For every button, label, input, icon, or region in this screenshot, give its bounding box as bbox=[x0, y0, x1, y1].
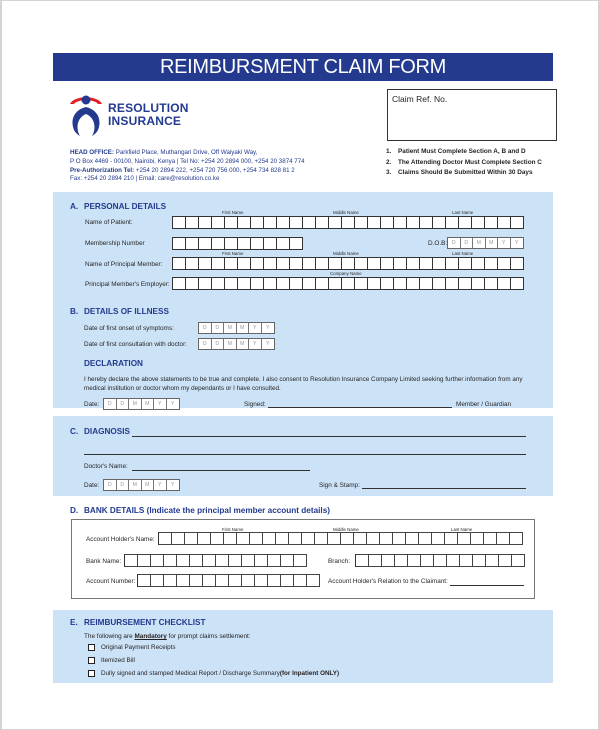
char-box[interactable] bbox=[264, 277, 277, 290]
char-box[interactable] bbox=[499, 554, 512, 567]
name-of-patient-input[interactable] bbox=[172, 216, 524, 229]
char-box[interactable] bbox=[199, 257, 212, 270]
first-name-caption: First Name bbox=[222, 210, 244, 215]
char-box[interactable] bbox=[151, 554, 164, 567]
char-box[interactable] bbox=[446, 277, 459, 290]
employer-input[interactable] bbox=[172, 277, 524, 290]
last-name-caption: Last Name bbox=[452, 251, 474, 256]
account-number-label: Account Number: bbox=[86, 578, 136, 585]
char-box[interactable] bbox=[277, 237, 290, 250]
date-digit-box[interactable]: D bbox=[461, 238, 474, 248]
first-name-caption: First Name bbox=[222, 527, 244, 532]
principal-member-label: Name of Principal Member: bbox=[85, 261, 163, 268]
account-holder-label: Account Holder's Name: bbox=[86, 536, 155, 543]
section-title: DETAILS OF ILLNESS bbox=[84, 307, 169, 316]
date-digit-box[interactable]: Y bbox=[266, 325, 270, 331]
sign-stamp-line[interactable] bbox=[362, 488, 526, 489]
char-box[interactable] bbox=[329, 277, 342, 290]
char-box[interactable] bbox=[316, 277, 329, 290]
char-box[interactable] bbox=[408, 554, 421, 567]
char-box[interactable] bbox=[342, 216, 355, 229]
char-box[interactable] bbox=[277, 257, 290, 270]
date-digit-box[interactable]: M bbox=[224, 339, 237, 349]
instructions-list bbox=[386, 147, 542, 179]
section-title: REIMBURSEMENT CHECKLIST bbox=[84, 618, 206, 627]
char-box[interactable] bbox=[380, 532, 393, 545]
char-box[interactable] bbox=[511, 216, 524, 229]
char-box[interactable] bbox=[216, 554, 229, 567]
intro-post: for prompt claims settlement: bbox=[166, 633, 251, 640]
consultation-date-input[interactable] bbox=[198, 338, 275, 350]
resolution-logo-icon bbox=[68, 92, 104, 136]
char-box[interactable] bbox=[190, 574, 203, 587]
char-box[interactable] bbox=[173, 257, 186, 270]
char-box[interactable] bbox=[355, 216, 368, 229]
char-box[interactable] bbox=[186, 237, 199, 250]
char-box[interactable] bbox=[225, 216, 238, 229]
relation-label: Account Holder's Relation to the Claimant: bbox=[328, 578, 448, 585]
char-box[interactable] bbox=[255, 554, 268, 567]
brand-line-1: RESOLUTION bbox=[108, 101, 189, 115]
dob-label: D.O.B: bbox=[428, 240, 448, 247]
char-box[interactable] bbox=[159, 532, 172, 545]
declaration-text: I hereby declare the above statements to be true and complete. I also consent to Resolution Insurance Company Limited seeking further information from any medical institution or doctor whom my dependants or I have consulted. bbox=[84, 376, 523, 392]
brand-line-2: INSURANCE bbox=[108, 114, 182, 128]
char-box[interactable] bbox=[203, 574, 216, 587]
date-digit-box[interactable]: D bbox=[199, 323, 212, 333]
signed-label: Signed: bbox=[244, 401, 266, 408]
date-digit-box[interactable]: M bbox=[237, 339, 250, 349]
char-box[interactable] bbox=[290, 277, 303, 290]
declaration-date-input[interactable] bbox=[103, 398, 180, 410]
instruction-item bbox=[386, 147, 542, 158]
char-box[interactable] bbox=[368, 277, 381, 290]
char-box[interactable] bbox=[432, 532, 445, 545]
char-box[interactable] bbox=[458, 532, 471, 545]
middle-name-caption: Middle Name bbox=[333, 251, 359, 256]
char-box[interactable] bbox=[394, 277, 407, 290]
char-box[interactable] bbox=[203, 554, 216, 567]
date-digit-box[interactable]: D bbox=[117, 480, 130, 490]
brand-name bbox=[108, 102, 189, 128]
date-digit-box[interactable]: D bbox=[117, 399, 130, 409]
section-letter: C. bbox=[70, 427, 79, 436]
char-box[interactable] bbox=[225, 257, 238, 270]
char-box[interactable] bbox=[251, 257, 264, 270]
char-box[interactable] bbox=[368, 216, 381, 229]
char-box[interactable] bbox=[225, 277, 238, 290]
checklist-item-label: Original Payment Receipts bbox=[101, 644, 176, 651]
char-box[interactable] bbox=[138, 574, 151, 587]
char-box[interactable] bbox=[434, 554, 447, 567]
checklist-intro bbox=[84, 633, 251, 640]
name-of-patient-label: Name of Patient: bbox=[85, 219, 133, 226]
char-box[interactable] bbox=[342, 277, 355, 290]
char-box[interactable] bbox=[302, 532, 315, 545]
char-box[interactable] bbox=[420, 216, 433, 229]
char-box[interactable] bbox=[251, 216, 264, 229]
middle-name-caption: Middle Name bbox=[333, 210, 359, 215]
membership-number-input[interactable] bbox=[172, 237, 303, 250]
char-box[interactable] bbox=[446, 257, 459, 270]
char-box[interactable] bbox=[216, 574, 229, 587]
char-box[interactable] bbox=[473, 554, 486, 567]
char-box[interactable] bbox=[354, 532, 367, 545]
diagnosis-date-input[interactable] bbox=[103, 479, 180, 491]
date-digit-box[interactable]: M bbox=[486, 238, 499, 248]
section-letter: B. bbox=[70, 307, 79, 316]
char-box[interactable] bbox=[485, 277, 498, 290]
instruction-num: 3. bbox=[386, 169, 392, 176]
instruction-text: Claims Should Be Submitted Within 30 Days bbox=[398, 169, 533, 176]
char-box[interactable] bbox=[264, 237, 277, 250]
checklist-item bbox=[88, 670, 339, 677]
char-box[interactable] bbox=[185, 532, 198, 545]
char-box[interactable] bbox=[212, 257, 225, 270]
principal-member-input[interactable] bbox=[172, 257, 524, 270]
char-box[interactable] bbox=[238, 257, 251, 270]
account-number-input[interactable] bbox=[137, 574, 320, 587]
company-name-caption: Company Name bbox=[330, 271, 362, 276]
char-box[interactable] bbox=[268, 554, 281, 567]
char-box[interactable] bbox=[303, 216, 316, 229]
char-box[interactable] bbox=[328, 532, 341, 545]
form-title: REIMBURSMENT CLAIM FORM bbox=[53, 53, 553, 81]
char-box[interactable] bbox=[381, 216, 394, 229]
date-digit-box[interactable]: D bbox=[212, 323, 225, 333]
signature-line[interactable] bbox=[268, 407, 452, 408]
relation-line[interactable] bbox=[450, 585, 524, 586]
char-box[interactable] bbox=[177, 574, 190, 587]
char-box[interactable] bbox=[264, 216, 277, 229]
section-title: BANK DETAILS (Indicate the principal member account details) bbox=[84, 506, 330, 515]
char-box[interactable] bbox=[512, 554, 525, 567]
char-box[interactable] bbox=[446, 216, 459, 229]
char-box[interactable] bbox=[381, 277, 394, 290]
branch-label: Branch: bbox=[328, 558, 351, 565]
date-digit-box[interactable]: Y bbox=[515, 240, 519, 246]
char-box[interactable] bbox=[251, 237, 264, 250]
date-digit-box[interactable]: Y bbox=[498, 238, 511, 248]
char-box[interactable] bbox=[225, 237, 238, 250]
char-box[interactable] bbox=[394, 216, 407, 229]
char-box[interactable] bbox=[277, 216, 290, 229]
date-digit-box[interactable]: Y bbox=[154, 399, 167, 409]
char-box[interactable] bbox=[407, 257, 420, 270]
char-box[interactable] bbox=[315, 532, 328, 545]
char-box[interactable] bbox=[420, 277, 433, 290]
char-box[interactable] bbox=[511, 277, 524, 290]
char-box[interactable] bbox=[294, 574, 307, 587]
po-box-line: P O Box 4469 - 00100, Nairobi, Kenya | Tel No: +254 20 2894 000, +254 20 3874 774 bbox=[70, 157, 305, 165]
head-office-label: HEAD OFFICE: bbox=[70, 149, 114, 156]
date-digit-box[interactable]: M bbox=[473, 238, 486, 248]
char-box[interactable] bbox=[242, 554, 255, 567]
char-box[interactable] bbox=[186, 257, 199, 270]
instruction-item bbox=[386, 168, 542, 179]
last-name-caption: Last Name bbox=[451, 527, 473, 532]
checklist-item-label: Dully signed and stamped Medical Report / Discharge Summary bbox=[101, 670, 280, 677]
char-box[interactable] bbox=[251, 277, 264, 290]
middle-name-caption: Middle Name bbox=[333, 527, 359, 532]
char-box[interactable] bbox=[212, 216, 225, 229]
char-box[interactable] bbox=[238, 216, 251, 229]
char-box[interactable] bbox=[382, 554, 395, 567]
section-title: DIAGNOSIS bbox=[84, 427, 130, 436]
checklist-item bbox=[88, 657, 135, 664]
char-box[interactable] bbox=[303, 257, 316, 270]
char-box[interactable] bbox=[281, 574, 294, 587]
date-digit-box[interactable]: M bbox=[129, 399, 142, 409]
doctor-name-line[interactable] bbox=[132, 470, 310, 471]
char-box[interactable] bbox=[484, 532, 497, 545]
employer-label: Principal Member's Employer: bbox=[85, 281, 170, 288]
char-box[interactable] bbox=[164, 554, 177, 567]
char-box[interactable] bbox=[485, 216, 498, 229]
char-box[interactable] bbox=[445, 532, 458, 545]
char-box[interactable] bbox=[459, 216, 472, 229]
char-box[interactable] bbox=[367, 532, 380, 545]
bank-name-label: Bank Name: bbox=[86, 558, 122, 565]
char-box[interactable] bbox=[433, 216, 446, 229]
char-box[interactable] bbox=[276, 532, 289, 545]
char-box[interactable] bbox=[485, 257, 498, 270]
char-box[interactable] bbox=[151, 574, 164, 587]
char-box[interactable] bbox=[433, 257, 446, 270]
char-box[interactable] bbox=[290, 257, 303, 270]
char-box[interactable] bbox=[190, 554, 203, 567]
char-box[interactable] bbox=[406, 532, 419, 545]
char-box[interactable] bbox=[303, 277, 316, 290]
preauth-line bbox=[70, 167, 305, 176]
char-box[interactable] bbox=[486, 554, 499, 567]
head-office-address: Parkfield Place, Muthangari Drive, Off Waiyaki Way, bbox=[114, 149, 258, 156]
char-box[interactable] bbox=[407, 216, 420, 229]
section-letter: A. bbox=[70, 202, 79, 211]
char-box[interactable] bbox=[198, 532, 211, 545]
checklist-item-note: (for Inpatient ONLY) bbox=[279, 670, 340, 677]
onset-label: Date of first onset of symptoms: bbox=[84, 325, 174, 332]
date-digit-box[interactable]: M bbox=[237, 323, 250, 333]
instruction-text: The Attending Doctor Must Complete Section C bbox=[398, 158, 542, 166]
member-guardian-label: Member / Guardian bbox=[456, 401, 512, 408]
char-box[interactable] bbox=[329, 216, 342, 229]
char-box[interactable] bbox=[341, 532, 354, 545]
char-box[interactable] bbox=[172, 532, 185, 545]
char-box[interactable] bbox=[125, 554, 138, 567]
section-letter: D. bbox=[70, 506, 79, 515]
preauth-label: Pre-Authorization Tel: bbox=[70, 166, 135, 174]
char-box[interactable] bbox=[316, 216, 329, 229]
date-digit-box[interactable]: D bbox=[448, 238, 461, 248]
char-box[interactable] bbox=[238, 277, 251, 290]
onset-date-input[interactable] bbox=[198, 322, 275, 334]
date-digit-box[interactable]: D bbox=[104, 480, 117, 490]
date-digit-box[interactable]: D bbox=[212, 339, 225, 349]
instruction-num: 2. bbox=[386, 158, 392, 166]
char-box[interactable] bbox=[511, 257, 524, 270]
section-d-heading bbox=[70, 506, 330, 515]
char-box[interactable] bbox=[368, 257, 381, 270]
diagnosis-date-label: Date: bbox=[84, 482, 100, 489]
section-e-heading bbox=[70, 618, 205, 627]
char-box[interactable] bbox=[407, 277, 420, 290]
preauth-numbers: +254 20 2894 222, +254 720 756 000, +254 734 828 81 2 bbox=[134, 166, 295, 174]
date-digit-box[interactable]: M bbox=[129, 480, 142, 490]
first-name-caption: First Name bbox=[222, 251, 244, 256]
char-box[interactable] bbox=[250, 532, 263, 545]
mandatory-emphasis: Mandatory bbox=[134, 633, 167, 640]
section-a-heading bbox=[70, 202, 166, 211]
section-letter: E. bbox=[70, 618, 78, 627]
dob-input[interactable] bbox=[447, 237, 524, 249]
claim-ref-field[interactable] bbox=[387, 89, 557, 141]
sign-stamp-label: Sign & Stamp: bbox=[319, 482, 360, 489]
char-box[interactable] bbox=[277, 277, 290, 290]
char-box[interactable] bbox=[356, 554, 369, 567]
char-box[interactable] bbox=[173, 237, 186, 250]
char-box[interactable] bbox=[199, 237, 212, 250]
char-box[interactable] bbox=[471, 532, 484, 545]
membership-number-label: Membership Number bbox=[85, 240, 145, 247]
char-box[interactable] bbox=[263, 532, 276, 545]
char-box[interactable] bbox=[199, 216, 212, 229]
date-digit-box[interactable]: Y bbox=[171, 401, 175, 407]
char-box[interactable] bbox=[342, 257, 355, 270]
char-box[interactable] bbox=[255, 574, 268, 587]
date-digit-box[interactable]: M bbox=[142, 399, 155, 409]
char-box[interactable] bbox=[237, 532, 250, 545]
char-box[interactable] bbox=[173, 277, 186, 290]
section-b-heading bbox=[70, 307, 169, 316]
date-digit-box[interactable]: Y bbox=[154, 480, 167, 490]
char-box[interactable] bbox=[186, 216, 199, 229]
char-box[interactable] bbox=[394, 257, 407, 270]
instruction-text: Patient Must Complete Section A, B and D bbox=[398, 148, 526, 155]
char-box[interactable] bbox=[498, 277, 511, 290]
date-digit-box[interactable]: D bbox=[199, 339, 212, 349]
char-box[interactable] bbox=[242, 574, 255, 587]
char-box[interactable] bbox=[355, 277, 368, 290]
char-box[interactable] bbox=[510, 532, 523, 545]
diagnosis-line-2[interactable] bbox=[84, 454, 526, 455]
char-box[interactable] bbox=[138, 554, 151, 567]
char-box[interactable] bbox=[186, 277, 199, 290]
date-digit-box[interactable]: Y bbox=[249, 339, 262, 349]
char-box[interactable] bbox=[289, 532, 302, 545]
char-box[interactable] bbox=[238, 237, 251, 250]
char-box[interactable] bbox=[355, 257, 368, 270]
contact-info bbox=[70, 149, 305, 184]
char-box[interactable] bbox=[381, 257, 394, 270]
char-box[interactable] bbox=[199, 277, 212, 290]
date-digit-box[interactable]: Y bbox=[266, 341, 270, 347]
checkbox[interactable] bbox=[88, 644, 95, 651]
checkbox[interactable] bbox=[88, 670, 95, 677]
date-digit-box[interactable]: M bbox=[224, 323, 237, 333]
char-box[interactable] bbox=[316, 257, 329, 270]
declaration-heading: DECLARATION bbox=[84, 359, 143, 368]
date-digit-box[interactable]: Y bbox=[171, 482, 175, 488]
char-box[interactable] bbox=[164, 574, 177, 587]
checkbox[interactable] bbox=[88, 657, 95, 664]
last-name-caption: Last Name bbox=[452, 210, 474, 215]
checklist-item bbox=[88, 644, 176, 651]
char-box[interactable] bbox=[459, 257, 472, 270]
char-box[interactable] bbox=[290, 216, 303, 229]
char-box[interactable] bbox=[497, 532, 510, 545]
char-box[interactable] bbox=[459, 277, 472, 290]
char-box[interactable] bbox=[433, 277, 446, 290]
claim-ref-label: Claim Ref. No. bbox=[392, 94, 448, 104]
char-box[interactable] bbox=[264, 257, 277, 270]
diagnosis-line-1[interactable] bbox=[132, 436, 526, 437]
consultation-label: Date of first consultation with doctor: bbox=[84, 341, 188, 348]
branch-input[interactable] bbox=[355, 554, 525, 567]
char-box[interactable] bbox=[447, 554, 460, 567]
char-box[interactable] bbox=[420, 257, 433, 270]
char-box[interactable] bbox=[212, 237, 225, 250]
declaration-date-label: Date: bbox=[84, 401, 100, 408]
char-box[interactable] bbox=[329, 257, 342, 270]
char-box[interactable] bbox=[421, 554, 434, 567]
char-box[interactable] bbox=[472, 257, 485, 270]
char-box[interactable] bbox=[419, 532, 432, 545]
char-box[interactable] bbox=[229, 574, 242, 587]
char-box[interactable] bbox=[393, 532, 406, 545]
section-title: PERSONAL DETAILS bbox=[84, 202, 167, 211]
doctor-name-label: Doctor's Name: bbox=[84, 463, 128, 470]
intro-pre: The following are bbox=[84, 633, 135, 640]
date-digit-box[interactable]: M bbox=[142, 480, 155, 490]
fax-email-line: Fax: +254 20 2894 210 | Email: care@resolution.co.ke bbox=[70, 175, 220, 183]
section-c-heading bbox=[70, 427, 130, 436]
head-office-line bbox=[70, 149, 305, 158]
char-box[interactable] bbox=[224, 532, 237, 545]
date-digit-box[interactable]: D bbox=[104, 399, 117, 409]
char-box[interactable] bbox=[460, 554, 473, 567]
char-box[interactable] bbox=[212, 277, 225, 290]
char-box[interactable] bbox=[472, 277, 485, 290]
instruction-num: 1. bbox=[386, 148, 392, 155]
char-box[interactable] bbox=[281, 554, 294, 567]
char-box[interactable] bbox=[307, 574, 320, 587]
char-box[interactable] bbox=[229, 554, 242, 567]
char-box[interactable] bbox=[290, 237, 303, 250]
char-box[interactable] bbox=[173, 216, 186, 229]
char-box[interactable] bbox=[369, 554, 382, 567]
account-holder-input[interactable] bbox=[158, 532, 523, 545]
checklist-item-label: Itemized Bill bbox=[101, 657, 135, 664]
char-box[interactable] bbox=[498, 257, 511, 270]
char-box[interactable] bbox=[472, 216, 485, 229]
bank-name-input[interactable] bbox=[124, 554, 307, 567]
date-digit-box[interactable]: Y bbox=[249, 323, 262, 333]
char-box[interactable] bbox=[395, 554, 408, 567]
instruction-item bbox=[386, 158, 542, 169]
char-box[interactable] bbox=[294, 554, 307, 567]
char-box[interactable] bbox=[268, 574, 281, 587]
char-box[interactable] bbox=[177, 554, 190, 567]
char-box[interactable] bbox=[211, 532, 224, 545]
char-box[interactable] bbox=[498, 216, 511, 229]
